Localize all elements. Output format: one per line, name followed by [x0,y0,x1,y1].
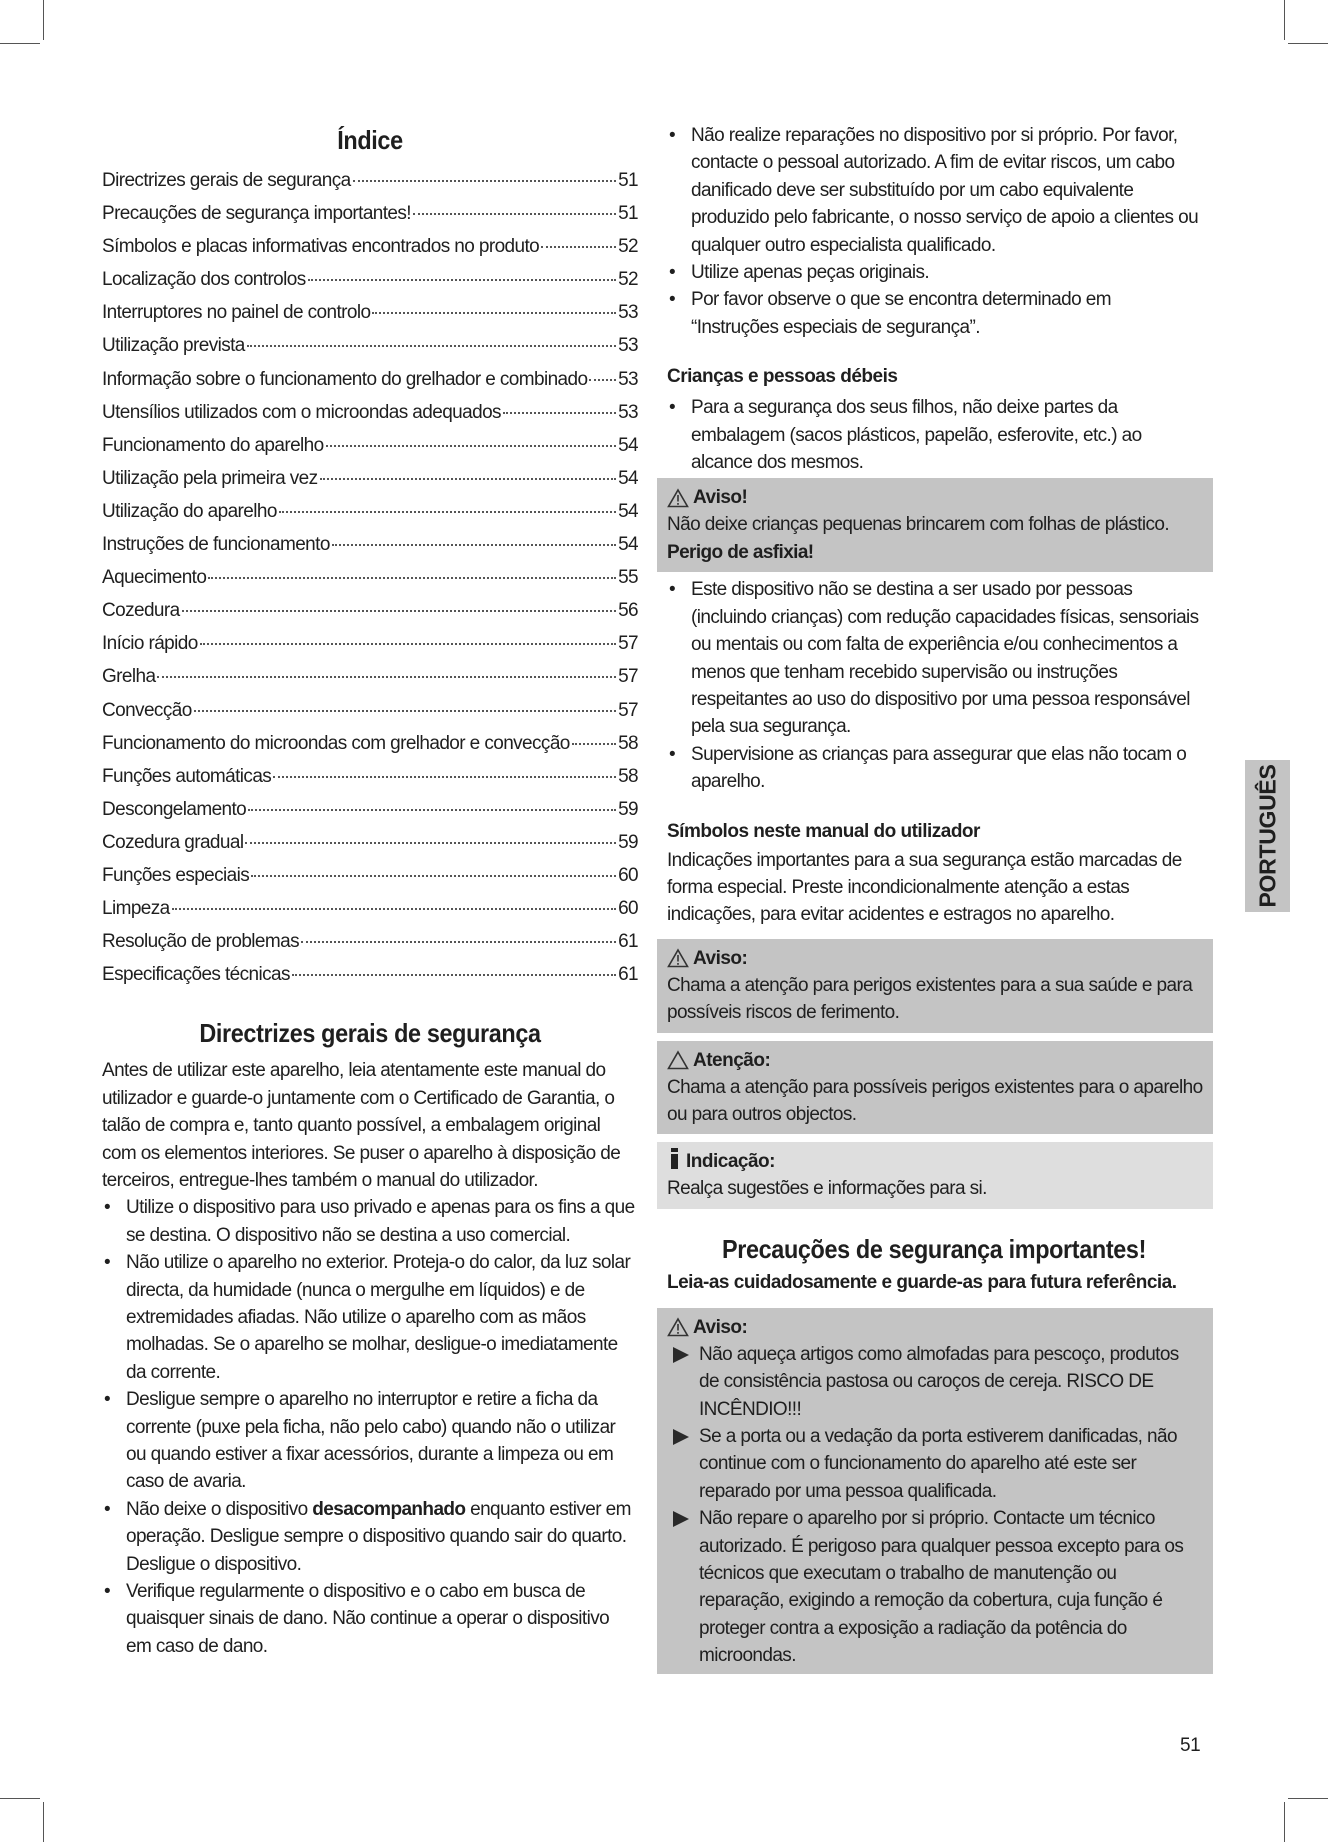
page-number: 51 [1180,1735,1201,1756]
warning-title-text: Aviso! [693,487,748,509]
toc-page-number: 55 [618,567,638,589]
table-of-contents [102,164,638,991]
left-column [102,124,638,1660]
aviso-title-text: Aviso: [693,947,748,969]
list-item: • Utilize apenas peças originais. [667,259,1201,286]
atencao-box [657,1041,1213,1135]
toc-entry [102,329,638,362]
toc-page-number: 53 [618,302,638,324]
indicacao-title [667,1148,1203,1175]
toc-page-number: 57 [618,699,638,721]
atencao-title-text: Atenção: [693,1049,771,1071]
toc-entry [102,892,638,925]
toc-entry [102,495,638,528]
toc-page-number: 52 [618,236,638,258]
info-icon [671,1154,678,1169]
toc-leader-dots [208,577,616,579]
toc-page-number: 52 [618,269,638,291]
toc-entry-title: Utilização pela primeira vez [102,467,318,489]
toc-leader-dots [273,776,616,778]
toc-entry-title: Utilização do aparelho [102,500,277,522]
list-item: • Este dispositivo não se destina a ser usado por pessoas (incluindo crianças) com redução capacidades físicas, sensoriais ou mentais ou com falta de experiência e/ou conhecimentos a menos que tenham recebido supervisão ou instruções respeitantes ao uso do dispositivo por uma pessoa responsável pela sua segurança. [667,576,1201,740]
toc-entry [102,429,638,462]
toc-entry-title: Informação sobre o funcionamento do grelhador e combinado [102,368,588,390]
toc-page-number: 56 [618,600,638,622]
toc-entry [102,363,638,396]
toc-entry [102,396,638,429]
toc-leader-dots [245,842,616,844]
toc-page-number: 53 [618,368,638,390]
warning-triangle-icon [667,1317,689,1337]
list-item: Se a porta ou a vedação da porta estiverem danificadas, não continue com o funcionamento do aparelho até este ser reparado por uma pessoa qualificada. [667,1423,1203,1505]
toc-entry [102,660,638,693]
toc-page-number: 54 [618,534,638,556]
repair-list [667,122,1201,341]
toc-leader-dots [308,279,616,281]
aviso-box [657,939,1213,1033]
list-item: • Por favor observe o que se encontra determinado em “Instruções especiais de segurança”. [667,286,1201,341]
text: Não deixe crianças pequenas brincarem com folhas de plástico. [667,514,1170,536]
toc-entry [102,958,638,991]
toc-entry-title: Interruptores no painel de controlo [102,302,371,324]
atencao-text: Chama a atenção para possíveis perigos existentes para o aparelho ou para outros objectos. [667,1076,1203,1125]
toc-leader-dots [172,908,616,910]
general-safety-title: Directrizes gerais de segurança [199,1018,541,1049]
warning-box [657,478,1213,572]
symbols-text: Indicações importantes para a sua segurança estão marcadas de forma especial. Preste incondicionalmente atenção a estas indicações, para evitar acidentes e estragos no aparelho. [667,849,1182,926]
toc-entry-title: Cozedura gradual [102,831,244,853]
toc-entry-title: Directrizes gerais de segurança [102,170,351,191]
toc-entry-title: Símbolos e placas informativas encontrados no produto [102,236,540,258]
toc-leader-dots [589,379,616,381]
crop-mark [43,0,44,40]
toc-entry [102,164,638,197]
list-item [102,1496,638,1578]
toc-entry [102,793,638,826]
bold-text: desacompanhado [312,1498,466,1520]
crop-mark [1288,43,1328,44]
toc-entry-title: Convecção [102,699,192,721]
toc-entry-title: Resolução de problemas [102,931,299,953]
toc-leader-dots [413,213,616,215]
toc-page-number: 54 [618,500,638,522]
toc-page-number: 57 [618,666,638,688]
list-item: • Verifique regularmente o dispositivo e o cabo em busca de quaisquer sinais de dano. Não continue a operar o dispositivo em caso de dano. [102,1578,638,1660]
children-list [667,394,1201,476]
toc-title: Índice [337,125,403,155]
arrow-list [667,1341,1203,1670]
toc-leader-dots [157,676,616,678]
warning-triangle-icon [667,488,689,508]
precautions-title: Precauções de segurança importantes! [721,1233,1147,1264]
toc-page-number: 53 [618,401,638,423]
list-item: • Supervisione as crianças para assegurar que elas não tocam o aparelho. [667,741,1201,796]
indicacao-title-text: Indicação: [686,1151,775,1173]
crop-mark [0,43,40,44]
toc-leader-dots [372,312,616,314]
toc-page-number: 61 [618,964,638,986]
toc-leader-dots [247,345,616,347]
precautions-subtitle: Leia-as cuidadosamente e guarde-as para futura referência. [667,1271,1177,1293]
toc-entry [102,197,638,230]
toc-leader-dots [194,710,616,712]
toc-entry [102,627,638,660]
toc-page-number: 59 [618,831,638,853]
toc-leader-dots [248,809,616,811]
toc-leader-dots [182,610,616,612]
toc-page-number: 59 [618,798,638,820]
toc-entry [102,296,638,329]
warning-triangle-icon [667,948,689,968]
text: Não deixe o dispositivo [126,1498,313,1520]
toc-leader-dots [320,478,617,480]
toc-entry-title: Funções automáticas [102,765,272,787]
toc-leader-dots [572,743,616,745]
bold-text: Perigo de asfixia! [667,541,814,563]
warning-title [667,484,1203,511]
toc-page-number: 54 [618,467,638,489]
list-item: • Utilize o dispositivo para uso privado e apenas para os fins a que se destina. O dispositivo não se destina a uso comercial. [102,1194,638,1249]
toc-leader-dots [353,180,616,182]
toc-page-number: 60 [618,898,638,920]
symbols-heading: Símbolos neste manual do utilizador [667,820,980,842]
toc-page-number: 51 [618,203,638,225]
toc-entry [102,462,638,495]
crop-mark [1288,1798,1328,1799]
general-safety-list [102,1194,638,1660]
indicacao-box [657,1142,1213,1208]
toc-entry-title: Limpeza [102,898,170,920]
toc-entry-title: Utilização prevista [102,335,245,357]
toc-page-number: 58 [618,765,638,787]
toc-page-number: 61 [618,931,638,953]
toc-entry-title: Especificações técnicas [102,964,290,986]
toc-entry-title: Utensílios utilizados com o microondas adequados [102,401,501,423]
language-tab [1245,760,1290,912]
crop-mark [0,1798,40,1799]
toc-leader-dots [279,511,616,513]
final-warning-box [657,1308,1213,1674]
aviso-title [667,945,1203,972]
final-warning-title-text: Aviso: [693,1316,748,1338]
toc-entry-title: Funcionamento do aparelho [102,434,324,456]
toc-leader-dots [332,544,616,546]
toc-entry-title: Início rápido [102,633,198,655]
list-item: • Desligue sempre o aparelho no interruptor e retire a ficha da corrente (puxe pela ficha, não pelo cabo) quando não o utilizar ou quando estiver a fixar acessórios, durante a limpeza ou em caso de avaria. [102,1386,638,1496]
crop-mark [43,1802,44,1842]
crop-mark [1284,1802,1285,1842]
toc-entry [102,826,638,859]
toc-entry-title: Cozedura [102,600,180,622]
toc-leader-dots [292,974,616,976]
toc-entry [102,727,638,760]
toc-entry-title: Funcionamento do microondas com grelhador e convecção [102,732,570,754]
toc-page-number: 53 [618,335,638,357]
toc-leader-dots [301,941,616,943]
toc-page-number: 54 [618,434,638,456]
toc-entry-title: Localização dos controlos [102,269,306,291]
toc-entry [102,263,638,296]
toc-leader-dots [200,643,616,645]
toc-entry [102,594,638,627]
list-item: • Para a segurança dos seus filhos, não deixe partes da embalagem (sacos plásticos, papelão, esferovite, etc.) ao alcance dos mesmos. [667,394,1201,476]
toc-entry [102,925,638,958]
toc-page-number: 60 [618,864,638,886]
toc-entry-title: Instruções de funcionamento [102,534,330,556]
caution-triangle-icon [667,1050,689,1070]
toc-entry-title: Funções especiais [102,864,250,886]
toc-entry [102,694,638,727]
text: enquanto estiver em operação. Desligue sempre o dispositivo quando sair do quarto. Desligue o dispositivo. [126,1498,631,1575]
toc-page-number: 51 [618,170,638,191]
toc-page-number: 58 [618,732,638,754]
indicacao-text: Realça sugestões e informações para si. [667,1178,987,1200]
list-item: • Não utilize o aparelho no exterior. Proteja-o do calor, da luz solar directa, da humidade (nunca o mergulhe em líquidos) e de extremidades afiadas. Não utilize o aparelho com as mãos molhadas. Se o aparelho se molhar, desligue-o imediatamente da corrente. [102,1249,638,1386]
final-warning-title [667,1314,1203,1341]
toc-entry [102,760,638,793]
toc-entry [102,230,638,263]
language-tab-label: PORTUGUÊS [1254,764,1280,908]
crop-mark [1284,0,1285,40]
toc-entry [102,859,638,892]
toc-leader-dots [326,445,616,447]
toc-entry-title: Grelha [102,666,156,688]
list-item: Não aqueça artigos como almofadas para pescoço, produtos de consistência pastosa ou caroços de cereja. RISCO DE INCÊNDIO!!! [667,1341,1203,1423]
toc-entry-title: Descongelamento [102,798,247,820]
right-column [667,122,1201,1674]
list-item: Não repare o aparelho por si próprio. Contacte um técnico autorizado. É perigoso para qualquer pessoa excepto para os técnicos que executam o trabalho de manutenção ou reparação, exigindo a remoção da cobertura, cuja função é proteger contra a exposição a radiação da potência do microondas. [667,1505,1203,1669]
toc-entry-title: Precauções de segurança importantes! [102,203,411,225]
warning-text [667,511,1203,566]
atencao-title [667,1047,1203,1074]
toc-leader-dots [503,412,616,414]
toc-entry-title: Aquecimento [102,567,207,589]
children-list-2 [667,576,1201,795]
toc-leader-dots [251,875,616,877]
children-heading: Crianças e pessoas débeis [667,366,898,388]
toc-entry [102,561,638,594]
list-item: • Não realize reparações no dispositivo por si próprio. Por favor, contacte o pessoal autorizado. A fim de evitar riscos, um cabo danificado deve ser substituído por um cabo equivalente produzido pelo fabricante, o nosso serviço de apoio a clientes ou qualquer outro especialista qualificado. [667,122,1201,259]
general-intro: Antes de utilizar este aparelho, leia atentamente este manual do utilizador e guarde-o juntamente com o Certificado de Garantia, o talão de compra e, tanto quanto possível, a embalagem original com os elementos interiores. Se puser o aparelho à disposição de terceiros, entregue-lhes também o manual do utilizador. [102,1060,621,1191]
toc-entry [102,528,638,561]
aviso-text: Chama a atenção para perigos existentes para a sua saúde e para possíveis riscos de ferimento. [667,974,1193,1024]
toc-leader-dots [541,246,616,248]
toc-page-number: 57 [618,633,638,655]
